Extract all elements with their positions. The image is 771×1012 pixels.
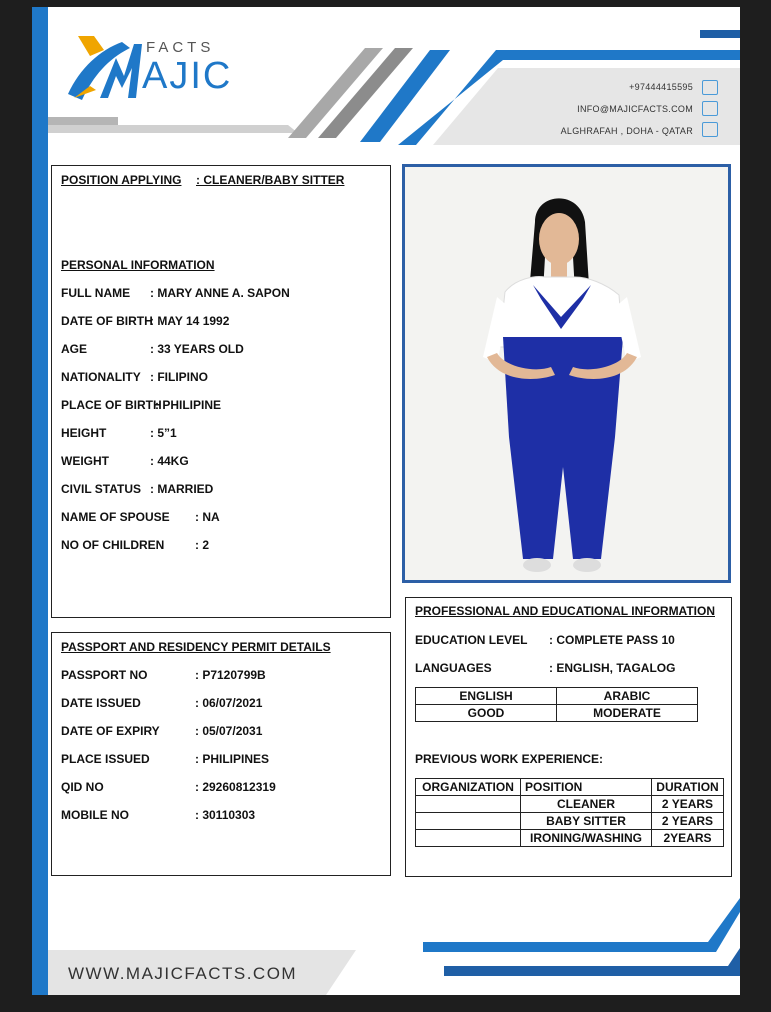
date-issued-label: DATE ISSUED — [61, 696, 141, 710]
svg-text:FACTS: FACTS — [146, 39, 215, 56]
children-value: : 2 — [195, 538, 210, 552]
phone-icon — [702, 80, 718, 95]
passport-no-label: PASSPORT NO — [61, 668, 148, 682]
lang-value-english: GOOD — [416, 705, 557, 722]
dob-label: DATE OF BIRTH — [61, 314, 153, 328]
personal-heading: PERSONAL INFORMATION — [61, 258, 215, 272]
header-grey-bar-low — [48, 125, 298, 133]
spouse-value: : NA — [195, 510, 220, 524]
position-label: POSITION APPLYING — [61, 173, 182, 187]
weight-value: : 44KG — [150, 454, 189, 468]
lang-header-english: ENGLISH — [416, 688, 557, 705]
contact-phone[interactable]: +97444415595 — [629, 82, 693, 92]
website-link[interactable]: WWW.MAJICFACTS.COM — [68, 964, 298, 983]
person-figure — [405, 167, 728, 580]
position-value: : CLEANER/BABY SITTER — [196, 173, 345, 187]
nationality-label: NATIONALITY — [61, 370, 141, 384]
date-expiry-value: : 05/07/2031 — [195, 724, 263, 738]
left-accent-bar — [32, 7, 48, 995]
table-row — [416, 705, 698, 722]
spouse-label: NAME OF SPOUSE — [61, 510, 170, 524]
exp-cell: IRONING/WASHING — [521, 830, 652, 847]
header-stripe-blue — [360, 50, 450, 142]
home-icon — [702, 122, 718, 137]
table-row — [416, 813, 724, 830]
exp-cell — [416, 796, 521, 813]
date-issued-value: : 06/07/2021 — [195, 696, 263, 710]
exp-cell: 2 YEARS — [652, 813, 724, 830]
height-value: : 5”1 — [150, 426, 177, 440]
exp-cell: CLEANER — [521, 796, 652, 813]
exp-header-position: POSITION — [521, 779, 652, 796]
lang-value-arabic: MODERATE — [557, 705, 698, 722]
weight-label: WEIGHT — [61, 454, 109, 468]
header-top-right-bar — [700, 30, 740, 38]
education-label: EDUCATION LEVEL — [415, 633, 528, 647]
qid-label: QID NO — [61, 780, 104, 794]
exp-cell — [416, 813, 521, 830]
place-of-birth-label: PLACE OF BIRTH — [61, 398, 162, 412]
table-row — [416, 796, 724, 813]
age-label: AGE — [61, 342, 88, 356]
height-label: HEIGHT — [61, 426, 107, 440]
header-grey-bar-left — [48, 117, 118, 125]
mobile-label: MOBILE NO — [61, 808, 129, 822]
candidate-photo — [402, 164, 731, 583]
footer-blue-stripe-2 — [444, 948, 740, 976]
nationality-value: : FILIPINO — [150, 370, 208, 384]
exp-cell: 2YEARS — [652, 830, 724, 847]
children-label: NO OF CHILDREN — [61, 538, 165, 552]
experience-heading: PREVIOUS WORK EXPERIENCE: — [415, 752, 604, 766]
table-row — [416, 830, 724, 847]
contact-email[interactable]: INFO@MAJICFACTS.COM — [577, 104, 693, 114]
languages-label: LANGUAGES — [415, 661, 492, 675]
qid-value: : 29260812319 — [195, 780, 276, 794]
exp-header-duration: DURATION — [652, 779, 724, 796]
civil-status-value: : MARRIED — [150, 482, 214, 496]
civil-status-label: CIVIL STATUS — [61, 482, 142, 496]
footer-blue-stripe-1 — [423, 898, 740, 952]
mobile-value: : 30110303 — [195, 808, 256, 822]
exp-header-organization: ORGANIZATION — [416, 779, 521, 796]
lang-header-arabic: ARABIC — [557, 688, 698, 705]
education-value: : COMPLETE PASS 10 — [549, 633, 675, 647]
professional-heading: PROFESSIONAL AND EDUCATIONAL INFORMATION — [415, 604, 715, 618]
place-issued-value: : PHILIPINES — [195, 752, 270, 766]
date-expiry-label: DATE OF EXPIRY — [61, 724, 160, 738]
language-table — [415, 687, 698, 722]
place-of-birth-value: : PHILIPINE — [155, 398, 222, 412]
exp-cell — [416, 830, 521, 847]
experience-table — [415, 778, 724, 847]
languages-value: : ENGLISH, TAGALOG — [549, 661, 676, 675]
full-name-label: FULL NAME — [61, 286, 131, 300]
majic-facts-logo — [60, 28, 250, 110]
exp-cell: 2 YEARS — [652, 796, 724, 813]
table-row — [416, 779, 724, 796]
full-name-value: : MARY ANNE A. SAPON — [150, 286, 290, 300]
contact-address: ALGHRAFAH , DOHA - QATAR — [560, 126, 693, 136]
age-value: : 33 YEARS OLD — [150, 342, 244, 356]
table-row — [416, 688, 698, 705]
passport-no-value: : P7120799B — [195, 668, 266, 682]
svg-text:AJIC: AJIC — [142, 55, 233, 97]
email-icon — [702, 101, 718, 116]
exp-cell: BABY SITTER — [521, 813, 652, 830]
dob-value: : MAY 14 1992 — [150, 314, 230, 328]
place-issued-label: PLACE ISSUED — [61, 752, 150, 766]
passport-heading: PASSPORT AND RESIDENCY PERMIT DETAILS — [61, 640, 331, 654]
